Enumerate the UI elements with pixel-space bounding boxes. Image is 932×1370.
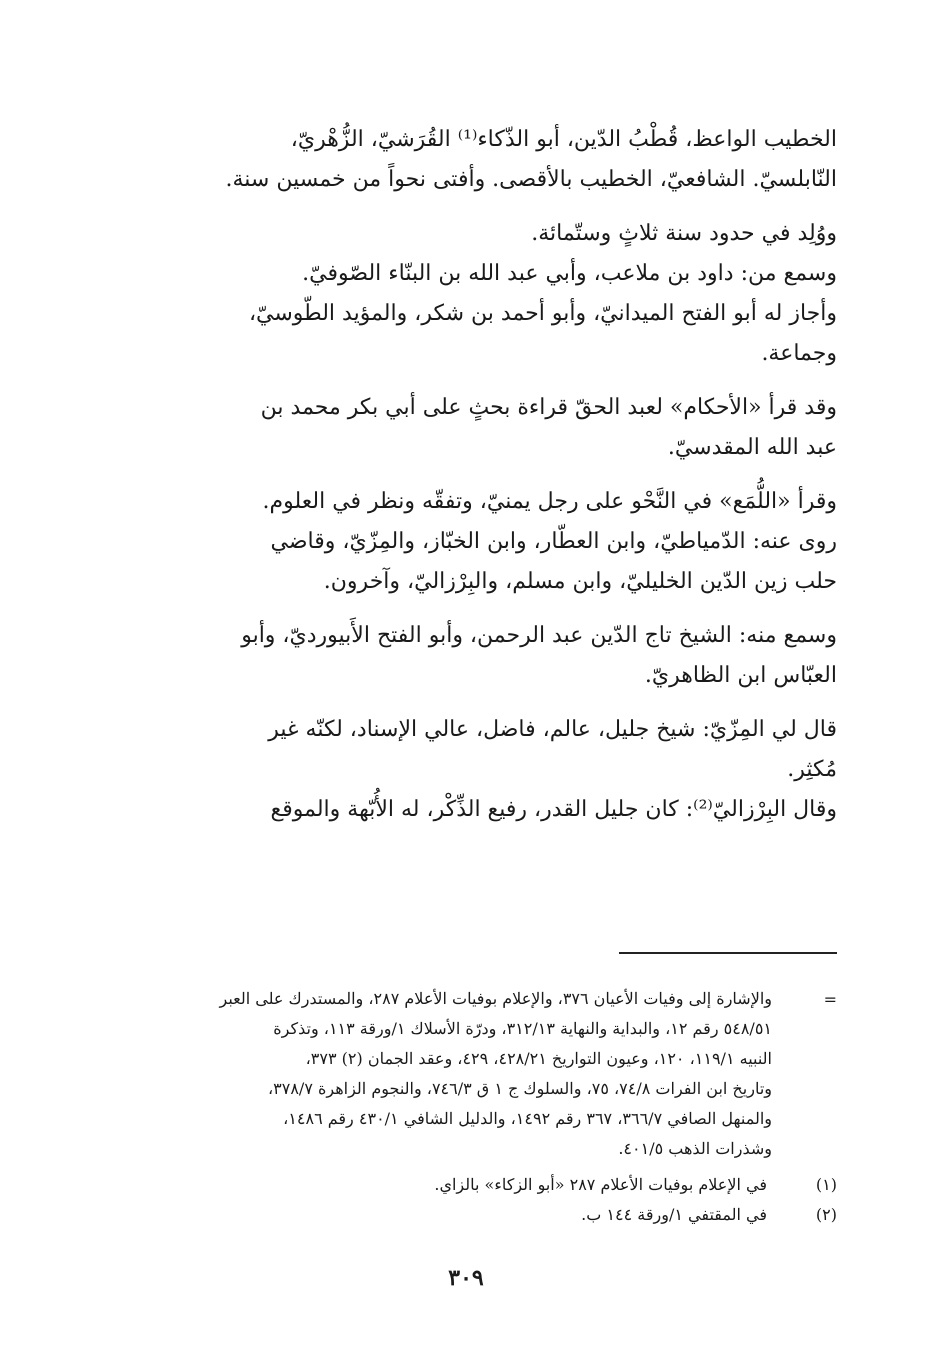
footnote-line: والمنهل الصافي ٣٦٦/٧، ٣٦٧ رقم ١٤٩٢، والدليل الشافي ٤٣٠/١ رقم ١٤٨٦، — [283, 1109, 772, 1128]
text-line: الخطيب الواعظ، قُطْبُ الدّين، أبو الذّكاء⁽¹⁾ القُرَشيّ، الزُّهْريّ، — [290, 127, 837, 152]
page-number: ٣٠٩ — [448, 1265, 484, 1291]
text-line: وقرأ «اللُّمَع» في النَّحْو على رجل يمنيّ، وتفقّه ونظر في العلوم. — [262, 489, 837, 514]
footnote-number: (١) — [815, 1175, 837, 1194]
text-line: ووُلِد في حدود سنة ثلاثٍ وستّمائة. — [531, 221, 837, 246]
footnote-text: في المقتفي ١/ورقة ١٤٤ ب. — [581, 1205, 767, 1224]
text-line: وجماعة. — [761, 341, 837, 366]
footnote-line: وشذرات الذهب ٤٠١/٥. — [618, 1139, 772, 1158]
text-line: مُكثِر. — [787, 757, 837, 782]
text-line: قال لي المِزّيّ: شيخ جليل، عالم، فاضل، عالي الإسناد، لكنّه غير — [268, 717, 837, 742]
footnote-continuation — [120, 984, 772, 1164]
continuation-mark: = — [823, 990, 837, 1009]
text-line: وسمع منه: الشيخ تاج الدّين عبد الرحمن، وأبو الفتح الأَبيورديّ، وأبو — [241, 623, 837, 648]
text-line: وأجاز له أبو الفتح الميدانيّ، وأبو أحمد بن شكر، والمؤيد الطّوسيّ، — [248, 301, 837, 326]
text-line: وقد قرأ «الأحكام» لعبد الحقّ قراءة بحثٍ على أبي بكر محمد بن — [260, 395, 837, 420]
text-line: العبّاس ابن الظاهريّ. — [644, 663, 837, 688]
text-line: روى عنه: الدّمياطيّ، وابن العطّار، وابن الخبّاز، والمِزّيّ، وقاضي — [270, 529, 837, 554]
footnote-line: والإشارة إلى وفيات الأعيان ٣٧٦، والإعلام بوفيات الأعلام ٢٨٧، والمستدرك على العبر — [219, 989, 772, 1008]
text-line: وسمع من: داود بن ملاعب، وأبي عبد الله بن البنّاء الصّوفيّ. — [302, 261, 837, 286]
text-line: عبد الله المقدسيّ. — [667, 435, 837, 460]
text-line: حلب زين الدّين الخليليّ، وابن مسلم، والبِرْزاليّ، وآخرون. — [323, 569, 837, 594]
footnote-text: في الإعلام بوفيات الأعلام ٢٨٧ «أبو الزكاء» بالزاي. — [434, 1175, 767, 1194]
text-line: النّابلسيّ. الشافعيّ، الخطيب بالأقصى. وأفتى نحواً من خمسين سنة. — [225, 167, 837, 192]
footnote-2 — [120, 1200, 837, 1230]
footnote-divider — [619, 952, 837, 954]
footnote-line: وتاريخ ابن الفرات ٧٤/٨، ٧٥، والسلوك ج ١ ق ٧٤٦/٣، والنجوم الزاهرة ٣٧٨/٧، — [267, 1079, 772, 1098]
footnote-line: ٥٤٨/٥١ رقم ١٢، والبداية والنهاية ٣١٢/١٣، ودرّة الأسلاك ١/ورقة ١١٣، وتذكرة — [273, 1019, 772, 1038]
main-text — [120, 120, 837, 830]
footnote-number: (٢) — [815, 1205, 837, 1224]
footnote-line: النبيه ١١٩/١، ١٢٠، وعيون التواريخ ٤٢٨/٢١، ٤٢٩، وعقد الجمان (٢) ٣٧٣، — [305, 1049, 772, 1068]
text-line: وقال البِرْزاليّ⁽²⁾: كان جليل القدر، رفيع الذِّكْر، له الأُبّهة والموقع — [270, 797, 837, 822]
footnote-1 — [120, 1170, 837, 1200]
footnotes-list — [120, 1170, 837, 1230]
